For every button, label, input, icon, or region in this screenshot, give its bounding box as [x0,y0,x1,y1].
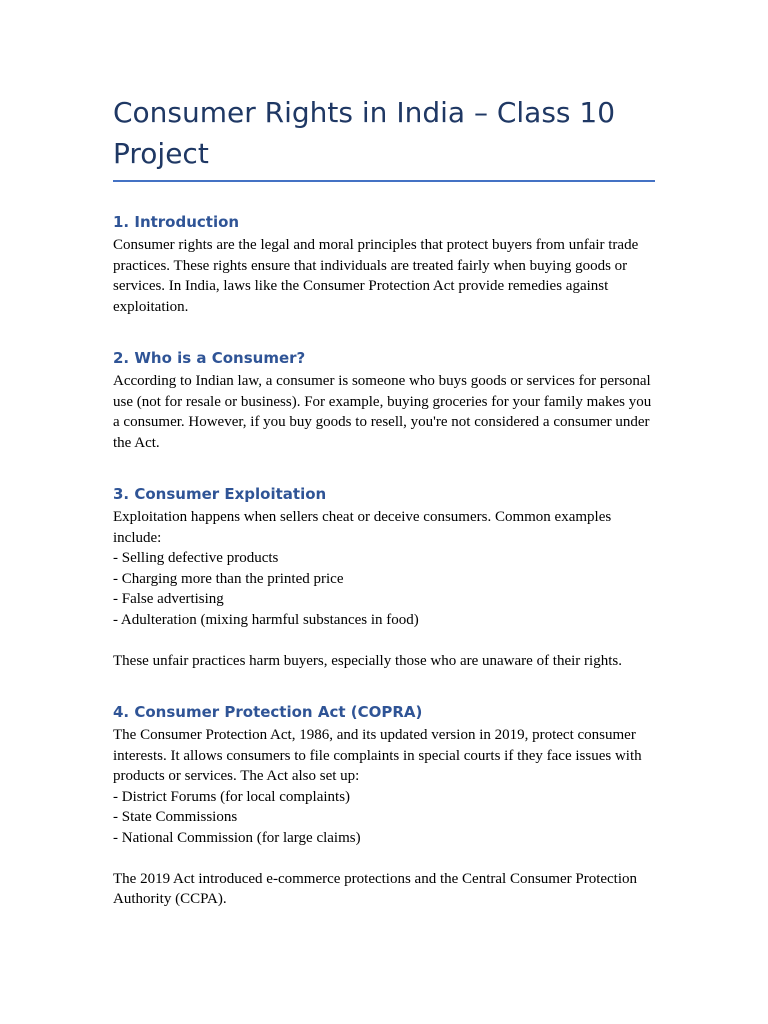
list-item: - Charging more than the printed price [113,570,344,587]
list-item: - District Forums (for local complaints) [113,788,351,805]
section-copra [113,702,655,910]
example-list [113,548,655,630]
list-item: - State Commissions [113,809,238,825]
body-list [113,787,655,849]
section-heading: 2. Who is a Consumer? [113,349,306,367]
list-item: - National Commission (for large claims) [113,829,361,846]
section-heading: 1. Introduction [113,213,240,231]
list-item: - False advertising [113,591,224,607]
paragraph-gap [113,848,655,869]
section-closing: The 2019 Act introduced e-commerce protections and the Central Consumer Protection Authority (CCPA). [113,870,638,907]
list-item: - Selling defective products [113,550,279,566]
paragraph-gap [113,630,655,651]
section-intro: The Consumer Protection Act, 1986, and its updated version in 2019, protect consumer interests. It allows consumers to file complaints in special courts if they face issues with products or services. The Act also set up: [113,727,642,784]
section-paragraph: Consumer rights are the legal and moral principles that protect buyers from unfair trade practices. These rights ensure that individuals are treated fairly when buying goods or services. In India, laws like the Consumer Protection Act provide remedies against exploitation. [113,237,639,315]
section-closing: These unfair practices harm buyers, especially those who are unaware of their rights. [113,652,622,669]
document-title: Consumer Rights in India – Class 10 Project [113,92,655,182]
section-introduction [113,212,655,317]
section-consumer-exploitation [113,484,655,671]
section-who-is-consumer [113,348,655,453]
document-page [113,92,655,910]
section-paragraph: According to Indian law, a consumer is someone who buys goods or services for personal use (not for resale or business). For example, buying groceries for your family makes you a consumer. However, if you buy goods to resell, you're not considered a consumer under the Act. [113,373,652,451]
section-heading: 3. Consumer Exploitation [113,485,327,503]
section-heading: 4. Consumer Protection Act (COPRA) [113,703,423,721]
list-item: - Adulteration (mixing harmful substances in food) [113,611,419,628]
section-intro: Exploitation happens when sellers cheat or deceive consumers. Common examples include: [113,509,612,546]
